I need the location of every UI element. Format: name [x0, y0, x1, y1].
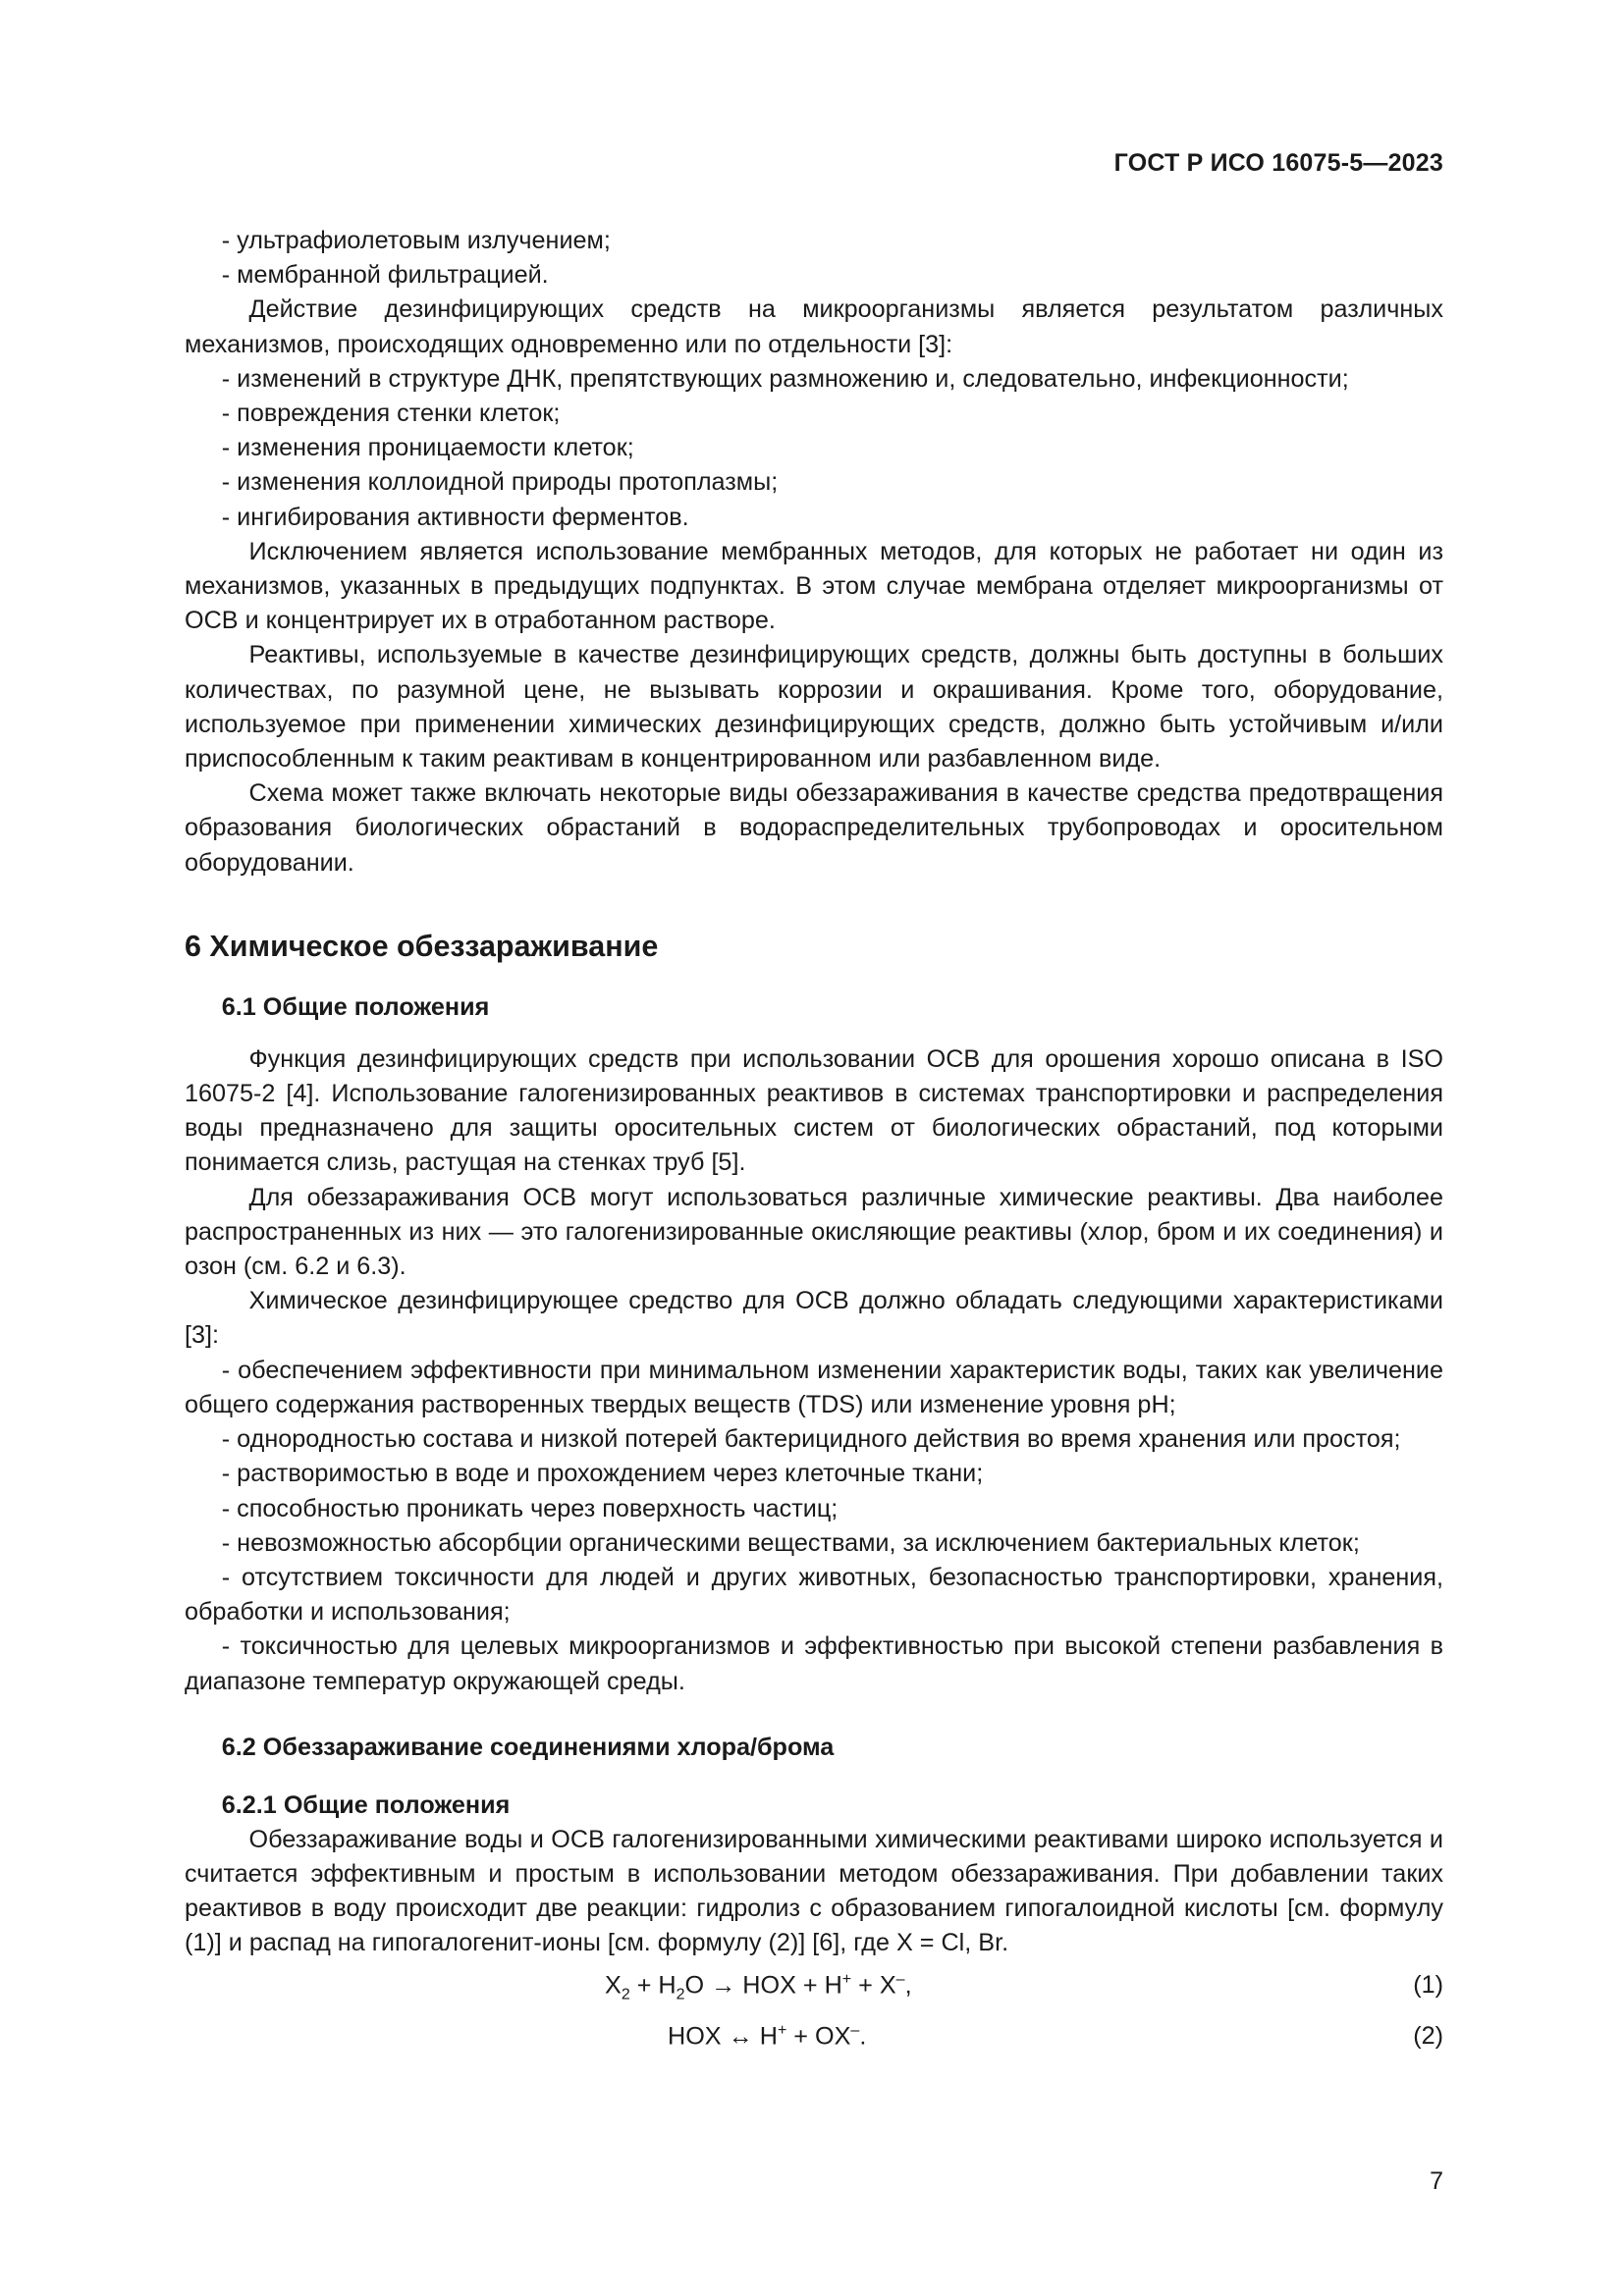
paragraph-6-1-function: Функция дезинфицирующих средств при использовании ОСВ для орошения хорошо описана в ISO 16075-2 [4]. Использование галогенизированных реактивов в системах транспортировки и распределения воды предназначено для защиты оросительных систем от биологических обрастаний, под которыми понимается слизь, растущая на стенках труб [5].: [185, 1044, 1443, 1177]
mechanism-list: [185, 362, 1443, 535]
intro-list: [185, 224, 1443, 293]
formula-1-number: (1): [1413, 1970, 1443, 1999]
paragraph-scheme: Схема может также включать некоторые виды обеззараживания в качестве средства предотвращения образования биологических обрастаний в водораспределительных трубопроводах и оросительном оборудовании.: [185, 779, 1443, 877]
list-item: - растворимостью в воде и прохождением через клеточные ткани;: [221, 1460, 984, 1488]
list-item: - повреждения стенки клеток;: [221, 400, 561, 428]
list-item: - мембранной фильтрацией.: [221, 261, 549, 290]
list-item: - отсутствием токсичности для людей и других животных, безопасностью транспортировки, хранения, обработки и использования;: [185, 1563, 1443, 1627]
list-item: - ингибирования активности ферментов.: [221, 503, 689, 531]
document-code: ГОСТ Р ИСО 16075-5—2023: [1113, 149, 1443, 177]
list-item: - обеспечением эффективности при минимальном изменении характеристик воды, таких как увеличение общего содержания растворенных твердых веществ (TDS) или изменение уровня pH;: [185, 1356, 1443, 1418]
list-item: - однородностью состава и низкой потерей бактерицидного действия во время хранения или простоя;: [221, 1425, 1401, 1454]
formula-2-number: (2): [1413, 2021, 1443, 2050]
list-item: - изменений в структуре ДНК, препятствующих размножению и, следовательно, инфекционности;: [221, 364, 1349, 393]
formula-2: [185, 2012, 1443, 2063]
list-item: - изменения проницаемости клеток;: [221, 434, 634, 462]
list-item: - токсичностью для целевых микроорганизмов и эффективностью при высокой степени разбавления в диапазоне температур окружающей среды.: [185, 1632, 1443, 1695]
paragraph-exception: Исключением является использование мембранных методов, для которых не работает ни один из механизмов, указанных в предыдущих подпунктах. В этом случае мембрана отделяет микроорганизмы от ОСВ и концентрирует их в отработанном растворе.: [185, 537, 1443, 635]
page-number: 7: [1430, 2167, 1443, 2195]
characteristics-list: [185, 1354, 1443, 1699]
list-item: - невозможностью абсорбции органическими веществами, за исключением бактериальных клеток;: [221, 1528, 1360, 1557]
formula-2-expression: HOX ↔ H+ + OX–.: [668, 2021, 867, 2050]
list-item: - ультрафиолетовым излучением;: [221, 227, 611, 254]
paragraph-6-1-reagents: Для обеззараживания ОСВ могут использоваться различные химические реактивы. Два наиболее распространенных из них — это галогенизированные окисляющие реактивы (хлор, бром и их соединения) и озон (см. 6.2 и 6.3).: [185, 1183, 1443, 1281]
section-6-heading: 6 Химическое обеззараживание: [185, 929, 659, 963]
formula-1: [185, 1961, 1443, 2012]
paragraph-reagents: Реактивы, используемые в качестве дезинфицирующих средств, должны быть доступны в больших количествах, по разумной цене, не вызывать коррозии и окрашивания. Кроме того, оборудование, используемое при применении химических дезинфицирующих средств, должно быть устойчивым и/или приспособленным к таким реактивам в концентрированном или разбавленном виде.: [185, 641, 1443, 774]
section-6-2-heading: 6.2 Обеззараживание соединениями хлора/брома: [221, 1733, 835, 1761]
formula-1-expression: $X_2 + H_2O$ → HOX + H+ + X–,: [605, 1970, 912, 2002]
paragraph-mechanisms: Действие дезинфицирующих средств на микроорганизмы является результатом различных механизмов, происходящих одновременно или по отдельности [3]:: [185, 295, 1443, 358]
list-item: - изменения коллоидной природы протоплазмы;: [221, 468, 779, 497]
section-6-1-heading: 6.1 Общие положения: [221, 992, 490, 1021]
section-6-2-1-heading: 6.2.1 Общие положения: [221, 1790, 511, 1819]
paragraph-6-2-1: Обеззараживание воды и ОСВ галогенизированными химическими реактивами широко используется и считается эффективным и простым в использовании методом обеззараживания. При добавлении таких реактивов в воду происходит две реакции: гидролиз с образованием гипогалоидной кислоты [см. формулу (1)] и распад на гипогалогенит-ионы [см. формулу (2)] [6], где X = Cl, Br.: [185, 1825, 1443, 1957]
list-item: - способностью проникать через поверхность частиц;: [221, 1494, 839, 1522]
page-body: [185, 224, 1443, 2063]
paragraph-6-1-characteristics: Химическое дезинфицирующее средство для ОСВ должно обладать следующими характеристиками [3]:: [185, 1287, 1443, 1350]
